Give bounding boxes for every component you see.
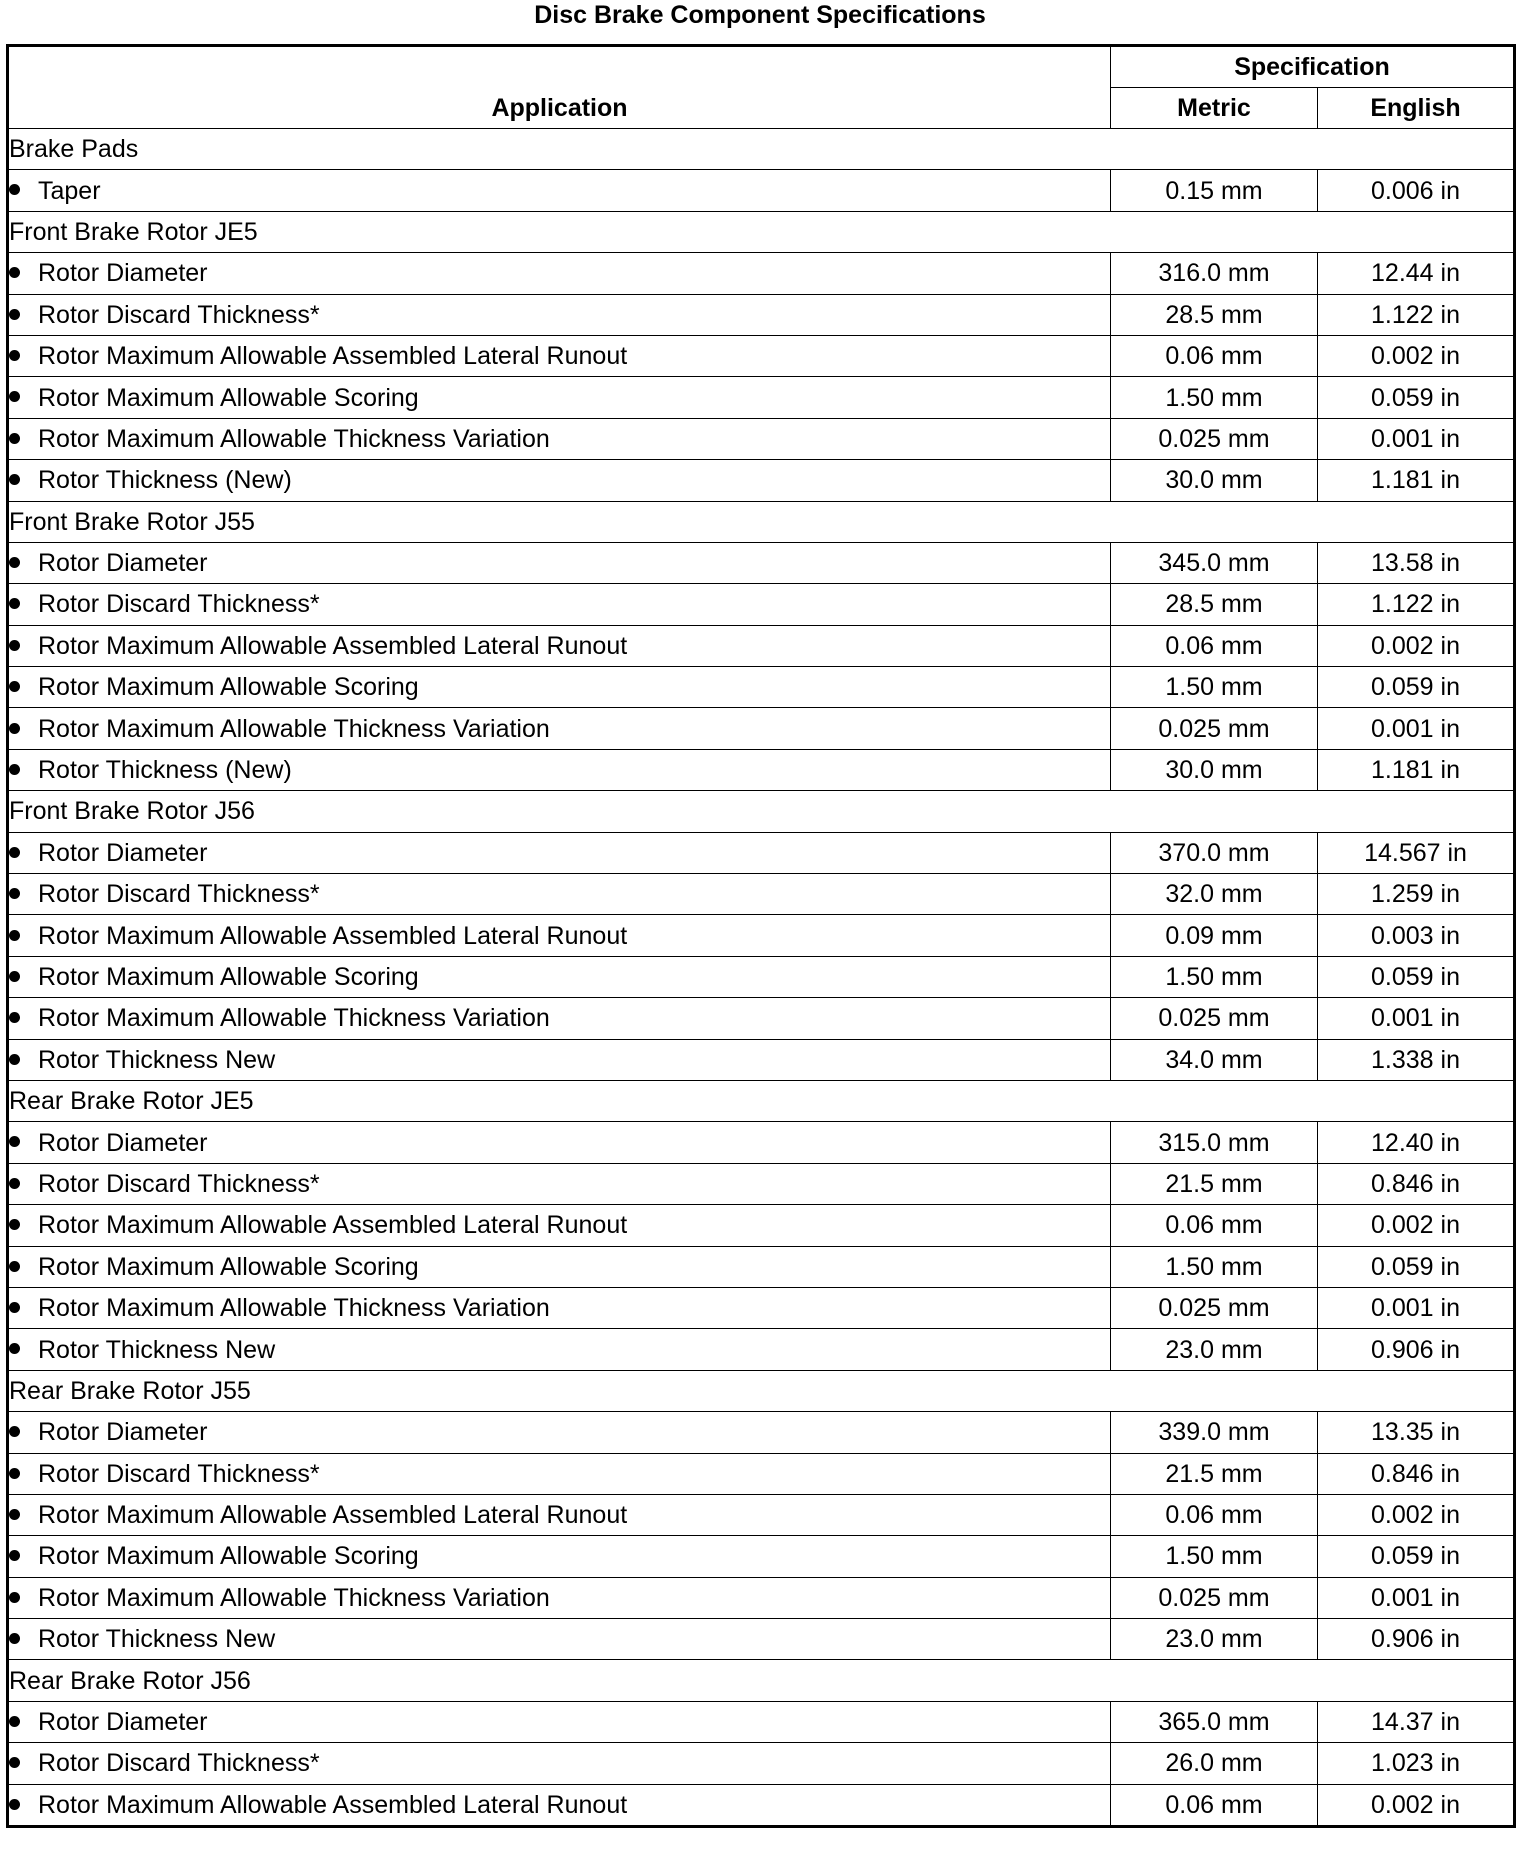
item-label: Rotor Discard Thickness* bbox=[38, 590, 320, 619]
group-row bbox=[8, 791, 1515, 832]
metric-value: 316.0 mm bbox=[1111, 253, 1318, 294]
item-cell bbox=[8, 1784, 1111, 1826]
spec-table bbox=[6, 44, 1516, 1828]
table-row bbox=[8, 1619, 1515, 1660]
item-label: Rotor Diameter bbox=[38, 1128, 208, 1157]
table-row bbox=[8, 1453, 1515, 1494]
bullet-icon bbox=[9, 1509, 20, 1520]
english-value: 0.059 in bbox=[1318, 377, 1515, 418]
item-label: Rotor Maximum Allowable Thickness Variation bbox=[38, 714, 550, 743]
bullet-icon bbox=[9, 557, 20, 568]
header-application: Application bbox=[8, 46, 1111, 129]
group-title: Rear Brake Rotor J56 bbox=[8, 1660, 1515, 1701]
metric-value: 32.0 mm bbox=[1111, 874, 1318, 915]
english-value: 0.059 in bbox=[1318, 956, 1515, 997]
table-row bbox=[8, 1577, 1515, 1618]
item-label: Rotor Thickness New bbox=[38, 1335, 276, 1364]
bullet-icon bbox=[9, 971, 20, 982]
bullet-icon bbox=[9, 1757, 20, 1768]
item-cell bbox=[8, 667, 1111, 708]
table-row bbox=[8, 956, 1515, 997]
item-label: Rotor Maximum Allowable Assembled Lateral Runout bbox=[38, 1501, 628, 1530]
group-title: Rear Brake Rotor J55 bbox=[8, 1370, 1515, 1411]
bullet-icon bbox=[9, 1426, 20, 1437]
table-row bbox=[8, 915, 1515, 956]
english-value: 0.002 in bbox=[1318, 1784, 1515, 1826]
bullet-icon bbox=[9, 1219, 20, 1230]
table-row bbox=[8, 418, 1515, 459]
table-row bbox=[8, 542, 1515, 583]
table-row bbox=[8, 1205, 1515, 1246]
item-cell bbox=[8, 708, 1111, 749]
table-row bbox=[8, 335, 1515, 376]
item-label: Rotor Thickness New bbox=[38, 1625, 276, 1654]
english-value: 1.122 in bbox=[1318, 584, 1515, 625]
english-value: 0.001 in bbox=[1318, 998, 1515, 1039]
table-row bbox=[8, 708, 1515, 749]
item-label: Rotor Maximum Allowable Scoring bbox=[38, 1542, 419, 1571]
item-cell bbox=[8, 1412, 1111, 1453]
item-cell bbox=[8, 253, 1111, 294]
item-label: Rotor Diameter bbox=[38, 549, 208, 578]
item-label: Rotor Maximum Allowable Assembled Lateral Runout bbox=[38, 631, 628, 660]
item-label: Rotor Diameter bbox=[38, 259, 208, 288]
page-title: Disc Brake Component Specifications bbox=[534, 1, 986, 29]
english-value: 0.001 in bbox=[1318, 708, 1515, 749]
item-cell bbox=[8, 874, 1111, 915]
group-title: Rear Brake Rotor JE5 bbox=[8, 1080, 1515, 1121]
item-label: Rotor Maximum Allowable Scoring bbox=[38, 673, 419, 702]
header-metric: Metric bbox=[1111, 88, 1318, 129]
english-value: 14.567 in bbox=[1318, 832, 1515, 873]
group-title: Front Brake Rotor J56 bbox=[8, 791, 1515, 832]
item-label: Rotor Diameter bbox=[38, 838, 208, 867]
item-label: Rotor Thickness (New) bbox=[38, 466, 292, 495]
table-row bbox=[8, 1536, 1515, 1577]
english-value: 12.40 in bbox=[1318, 1122, 1515, 1163]
bullet-icon bbox=[9, 1136, 20, 1147]
english-value: 0.059 in bbox=[1318, 667, 1515, 708]
item-cell bbox=[8, 1122, 1111, 1163]
bullet-icon bbox=[9, 1799, 20, 1810]
english-value: 1.122 in bbox=[1318, 294, 1515, 335]
table-row bbox=[8, 253, 1515, 294]
item-label: Rotor Maximum Allowable Scoring bbox=[38, 383, 419, 412]
metric-value: 0.06 mm bbox=[1111, 335, 1318, 376]
item-cell bbox=[8, 418, 1111, 459]
item-cell bbox=[8, 377, 1111, 418]
metric-value: 0.025 mm bbox=[1111, 1577, 1318, 1618]
item-cell bbox=[8, 1701, 1111, 1742]
english-value: 0.002 in bbox=[1318, 335, 1515, 376]
item-cell bbox=[8, 625, 1111, 666]
metric-value: 28.5 mm bbox=[1111, 584, 1318, 625]
bullet-icon bbox=[9, 1592, 20, 1603]
item-label: Rotor Maximum Allowable Scoring bbox=[38, 1252, 419, 1281]
metric-value: 26.0 mm bbox=[1111, 1743, 1318, 1784]
english-value: 1.181 in bbox=[1318, 460, 1515, 501]
bullet-icon bbox=[9, 930, 20, 941]
metric-value: 34.0 mm bbox=[1111, 1039, 1318, 1080]
table-row bbox=[8, 377, 1515, 418]
bullet-icon bbox=[9, 433, 20, 444]
item-cell bbox=[8, 335, 1111, 376]
item-label: Rotor Discard Thickness* bbox=[38, 1749, 320, 1778]
bullet-icon bbox=[9, 1302, 20, 1313]
english-value: 0.846 in bbox=[1318, 1453, 1515, 1494]
english-value: 0.002 in bbox=[1318, 1205, 1515, 1246]
item-cell bbox=[8, 832, 1111, 873]
item-cell bbox=[8, 294, 1111, 335]
bullet-icon bbox=[9, 267, 20, 278]
bullet-icon bbox=[9, 1261, 20, 1272]
table-row bbox=[8, 460, 1515, 501]
item-cell bbox=[8, 1494, 1111, 1535]
english-value: 13.58 in bbox=[1318, 542, 1515, 583]
metric-value: 1.50 mm bbox=[1111, 1536, 1318, 1577]
group-title: Brake Pads bbox=[8, 129, 1515, 170]
metric-value: 0.06 mm bbox=[1111, 1494, 1318, 1535]
metric-value: 1.50 mm bbox=[1111, 667, 1318, 708]
metric-value: 0.09 mm bbox=[1111, 915, 1318, 956]
metric-value: 0.025 mm bbox=[1111, 1287, 1318, 1328]
english-value: 0.906 in bbox=[1318, 1329, 1515, 1370]
item-cell bbox=[8, 956, 1111, 997]
item-label: Rotor Thickness New bbox=[38, 1045, 276, 1074]
metric-value: 0.06 mm bbox=[1111, 625, 1318, 666]
metric-value: 339.0 mm bbox=[1111, 1412, 1318, 1453]
item-label: Rotor Diameter bbox=[38, 1708, 208, 1737]
table-row bbox=[8, 667, 1515, 708]
bullet-icon bbox=[9, 681, 20, 692]
item-label: Rotor Maximum Allowable Assembled Lateral Runout bbox=[38, 1211, 628, 1240]
english-value: 1.259 in bbox=[1318, 874, 1515, 915]
bullet-icon bbox=[9, 1633, 20, 1644]
table-body bbox=[8, 129, 1515, 1827]
metric-value: 315.0 mm bbox=[1111, 1122, 1318, 1163]
metric-value: 21.5 mm bbox=[1111, 1453, 1318, 1494]
bullet-icon bbox=[9, 598, 20, 609]
item-cell bbox=[8, 1205, 1111, 1246]
group-row bbox=[8, 1080, 1515, 1121]
item-cell bbox=[8, 542, 1111, 583]
metric-value: 370.0 mm bbox=[1111, 832, 1318, 873]
group-row bbox=[8, 501, 1515, 542]
item-cell bbox=[8, 460, 1111, 501]
english-value: 1.181 in bbox=[1318, 749, 1515, 790]
item-cell bbox=[8, 915, 1111, 956]
bullet-icon bbox=[9, 1550, 20, 1561]
metric-value: 28.5 mm bbox=[1111, 294, 1318, 335]
item-cell bbox=[8, 998, 1111, 1039]
metric-value: 0.025 mm bbox=[1111, 418, 1318, 459]
metric-value: 345.0 mm bbox=[1111, 542, 1318, 583]
english-value: 13.35 in bbox=[1318, 1412, 1515, 1453]
item-cell bbox=[8, 1536, 1111, 1577]
group-row bbox=[8, 1370, 1515, 1411]
table-row bbox=[8, 998, 1515, 1039]
bullet-icon bbox=[9, 1178, 20, 1189]
item-label: Rotor Thickness (New) bbox=[38, 756, 292, 785]
bullet-icon bbox=[9, 847, 20, 858]
item-cell bbox=[8, 749, 1111, 790]
table-row bbox=[8, 1039, 1515, 1080]
english-value: 0.002 in bbox=[1318, 1494, 1515, 1535]
english-value: 0.006 in bbox=[1318, 170, 1515, 211]
item-label: Rotor Discard Thickness* bbox=[38, 1169, 320, 1198]
english-value: 0.001 in bbox=[1318, 418, 1515, 459]
bullet-icon bbox=[9, 1716, 20, 1727]
english-value: 0.001 in bbox=[1318, 1287, 1515, 1328]
metric-value: 0.15 mm bbox=[1111, 170, 1318, 211]
item-label: Taper bbox=[38, 176, 101, 205]
item-label: Rotor Discard Thickness* bbox=[38, 300, 320, 329]
bullet-icon bbox=[9, 391, 20, 402]
table-header bbox=[8, 46, 1515, 129]
group-row bbox=[8, 1660, 1515, 1701]
table-row bbox=[8, 1287, 1515, 1328]
metric-value: 1.50 mm bbox=[1111, 1246, 1318, 1287]
group-title: Front Brake Rotor J55 bbox=[8, 501, 1515, 542]
item-label: Rotor Maximum Allowable Assembled Lateral Runout bbox=[38, 342, 628, 371]
english-value: 0.906 in bbox=[1318, 1619, 1515, 1660]
metric-value: 30.0 mm bbox=[1111, 460, 1318, 501]
metric-value: 23.0 mm bbox=[1111, 1619, 1318, 1660]
bullet-icon bbox=[9, 764, 20, 775]
table-row bbox=[8, 1784, 1515, 1826]
metric-value: 0.06 mm bbox=[1111, 1205, 1318, 1246]
header-specification: Specification bbox=[1111, 46, 1515, 88]
metric-value: 23.0 mm bbox=[1111, 1329, 1318, 1370]
item-cell bbox=[8, 170, 1111, 211]
item-label: Rotor Maximum Allowable Assembled Lateral Runout bbox=[38, 1790, 628, 1819]
metric-value: 30.0 mm bbox=[1111, 749, 1318, 790]
item-label: Rotor Discard Thickness* bbox=[38, 880, 320, 909]
table-row bbox=[8, 625, 1515, 666]
item-cell bbox=[8, 1246, 1111, 1287]
english-value: 0.059 in bbox=[1318, 1536, 1515, 1577]
bullet-icon bbox=[9, 1012, 20, 1023]
bullet-icon bbox=[9, 1343, 20, 1354]
item-cell bbox=[8, 1577, 1111, 1618]
bullet-icon bbox=[9, 184, 20, 195]
table-row bbox=[8, 1701, 1515, 1742]
item-label: Rotor Diameter bbox=[38, 1418, 208, 1447]
item-cell bbox=[8, 1619, 1111, 1660]
metric-value: 0.025 mm bbox=[1111, 998, 1318, 1039]
item-label: Rotor Maximum Allowable Thickness Variation bbox=[38, 424, 550, 453]
bullet-icon bbox=[9, 888, 20, 899]
english-value: 0.002 in bbox=[1318, 625, 1515, 666]
english-value: 12.44 in bbox=[1318, 253, 1515, 294]
english-value: 0.059 in bbox=[1318, 1246, 1515, 1287]
english-value: 1.338 in bbox=[1318, 1039, 1515, 1080]
table-row bbox=[8, 1743, 1515, 1784]
table-row bbox=[8, 170, 1515, 211]
metric-value: 365.0 mm bbox=[1111, 1701, 1318, 1742]
bullet-icon bbox=[9, 640, 20, 651]
bullet-icon bbox=[9, 1468, 20, 1479]
english-value: 14.37 in bbox=[1318, 1701, 1515, 1742]
english-value: 0.001 in bbox=[1318, 1577, 1515, 1618]
group-row bbox=[8, 211, 1515, 252]
group-title: Front Brake Rotor JE5 bbox=[8, 211, 1515, 252]
english-value: 1.023 in bbox=[1318, 1743, 1515, 1784]
bullet-icon bbox=[9, 723, 20, 734]
table-row bbox=[8, 1329, 1515, 1370]
table-row bbox=[8, 294, 1515, 335]
table-row bbox=[8, 1412, 1515, 1453]
item-cell bbox=[8, 1329, 1111, 1370]
table-row bbox=[8, 1122, 1515, 1163]
item-label: Rotor Maximum Allowable Thickness Variation bbox=[38, 1583, 550, 1612]
table-row bbox=[8, 584, 1515, 625]
item-label: Rotor Discard Thickness* bbox=[38, 1459, 320, 1488]
item-label: Rotor Maximum Allowable Assembled Lateral Runout bbox=[38, 921, 628, 950]
table-row bbox=[8, 1246, 1515, 1287]
table-row bbox=[8, 1163, 1515, 1204]
item-cell bbox=[8, 1743, 1111, 1784]
item-cell bbox=[8, 1453, 1111, 1494]
item-label: Rotor Maximum Allowable Thickness Variation bbox=[38, 1004, 550, 1033]
english-value: 0.846 in bbox=[1318, 1163, 1515, 1204]
item-label: Rotor Maximum Allowable Scoring bbox=[38, 963, 419, 991]
table-row bbox=[8, 749, 1515, 790]
item-cell bbox=[8, 1287, 1111, 1328]
metric-value: 0.06 mm bbox=[1111, 1784, 1318, 1826]
metric-value: 1.50 mm bbox=[1111, 956, 1318, 997]
item-cell bbox=[8, 1039, 1111, 1080]
bullet-icon bbox=[9, 474, 20, 485]
item-cell bbox=[8, 1163, 1111, 1204]
metric-value: 21.5 mm bbox=[1111, 1163, 1318, 1204]
table-row bbox=[8, 874, 1515, 915]
header-english: English bbox=[1318, 88, 1515, 129]
bullet-icon bbox=[9, 1054, 20, 1065]
metric-value: 1.50 mm bbox=[1111, 377, 1318, 418]
group-row bbox=[8, 129, 1515, 170]
table-row bbox=[8, 1494, 1515, 1535]
english-value: 0.003 in bbox=[1318, 915, 1515, 956]
table-row bbox=[8, 832, 1515, 873]
item-cell bbox=[8, 584, 1111, 625]
bullet-icon bbox=[9, 350, 20, 361]
bullet-icon bbox=[9, 309, 20, 320]
item-label: Rotor Maximum Allowable Thickness Variation bbox=[38, 1294, 550, 1323]
metric-value: 0.025 mm bbox=[1111, 708, 1318, 749]
